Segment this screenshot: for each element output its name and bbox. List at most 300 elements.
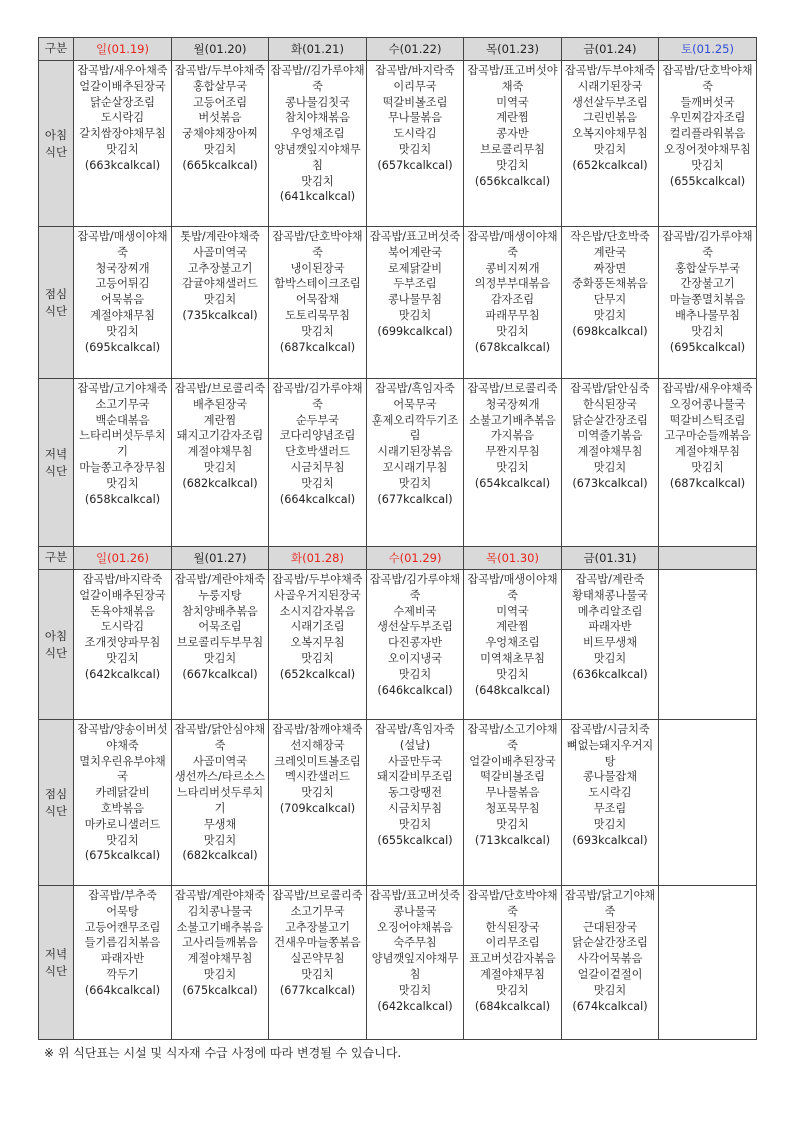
calorie-value: (641kcalkcal)	[279, 190, 356, 204]
menu-item: 무생채	[203, 817, 237, 831]
menu-item: 조개젓양파무침	[84, 636, 161, 650]
menu-item: 어묵잡채	[295, 293, 340, 307]
menu-item: 가지볶음	[490, 429, 535, 443]
menu-item: 마늘쫑고추장무침	[79, 460, 166, 474]
menu-item: 단호박샐러드	[285, 445, 350, 459]
day-header: 목(01.30)	[464, 547, 562, 570]
menu-item: 고등어조림	[192, 95, 248, 109]
menu-item: 파래자반	[100, 952, 145, 966]
menu-item: 맛김치	[398, 308, 432, 322]
calorie-value: (655kcalkcal)	[377, 833, 453, 847]
menu-item: 맛김치	[203, 293, 237, 307]
menu-item: 김치콩나물국	[187, 904, 253, 918]
menu-item: 맛김치	[301, 786, 334, 800]
menu-item: 뼈없는돼지우거지탕	[566, 738, 654, 768]
menu-item: 맛김치	[106, 833, 139, 847]
menu-item: 잡곡밥/흑임자죽(설날)	[375, 723, 455, 752]
category-header: 구분	[39, 547, 74, 570]
menu-item: 잡곡밥/계란야채죽	[174, 889, 266, 902]
menu-item: 잡곡밥/매생이야채죽	[77, 230, 168, 259]
menu-item: 얼갈이배추된장국	[79, 79, 166, 93]
meal-label-dinner	[39, 379, 74, 547]
menu-item: 계절야채무침	[480, 967, 545, 981]
menu-item: 어묵조림	[198, 620, 242, 634]
menu-item: 잡곡밥/두부야채죽	[174, 64, 266, 77]
menu-item: 떡갈비볼조림	[480, 770, 545, 784]
meal-label-text: 식단	[44, 645, 68, 660]
menu-cell	[464, 720, 562, 886]
calorie-value: (684kcalkcal)	[474, 999, 551, 1013]
menu-item: 잡곡밥/김가루야채죽	[662, 230, 753, 259]
menu-cell	[74, 886, 172, 1040]
menu-cell	[172, 379, 269, 547]
day-header: 일(01.26)	[74, 547, 172, 570]
menu-item: 잡곡밥/단호박야채죽	[272, 230, 363, 259]
menu-cell	[367, 227, 464, 379]
menu-item: 컬리플라워볶음	[669, 127, 746, 141]
menu-item: 사각어묵볶음	[577, 952, 643, 966]
meal-label-lunch	[39, 720, 74, 886]
menu-item: 고추장불고기	[285, 920, 350, 934]
menu-cell	[464, 61, 562, 227]
menu-cell	[562, 227, 659, 379]
menu-item: 도토리묵무침	[285, 308, 350, 322]
menu-item: 간장불고기	[680, 277, 735, 291]
menu-item: 어묵탕	[106, 904, 139, 918]
menu-cell	[562, 886, 659, 1040]
menu-item: 미역채초무침	[480, 651, 545, 665]
menu-item: 홍합살무국	[192, 79, 248, 93]
menu-item: 잡곡밥/브로콜리죽	[467, 382, 558, 395]
menu-item: 참치양배추볶음	[182, 604, 258, 618]
day-header: 목(01.23)	[464, 38, 562, 61]
menu-item: 잡곡밥/흑임자죽	[375, 382, 455, 395]
menu-item: 콩나물무침	[387, 293, 443, 307]
day-header: 수(01.29)	[367, 547, 464, 570]
calorie-value: (636kcalkcal)	[572, 667, 648, 681]
meal-label-breakfast	[39, 61, 74, 227]
menu-item: 맛김치	[398, 817, 432, 831]
menu-item: 맛김치	[593, 142, 627, 156]
menu-item: 어묵볶음	[100, 293, 145, 307]
meal-label-text: 저녁	[44, 946, 68, 961]
week2-header-row	[39, 547, 757, 570]
menu-item: 한식된장국	[485, 920, 540, 934]
day-header: 화(01.21)	[269, 38, 367, 61]
meal-label-text: 식단	[44, 144, 68, 159]
menu-cell	[269, 570, 367, 720]
menu-item: 잡곡밥/새우야채죽	[662, 382, 753, 395]
menu-item: 이리무국	[393, 79, 437, 93]
menu-item: 맛김치	[398, 667, 432, 681]
week1-header-row	[39, 38, 757, 61]
menu-item: 소고기무국	[290, 904, 345, 918]
menu-item: 수제비국	[393, 604, 437, 618]
menu-item: 오징어콩나물국	[669, 397, 746, 411]
menu-item: 잡곡밥/김가루야채죽	[272, 382, 363, 411]
meal-label-text: 저녁	[44, 446, 68, 461]
menu-cell	[172, 570, 269, 720]
menu-item: 돼지고기감자조림	[176, 429, 264, 443]
menu-item: 우엉채조림	[290, 127, 345, 141]
menu-item: 근대된장국	[582, 920, 638, 934]
day-header: 월(01.27)	[172, 547, 269, 570]
menu-item: 무조림	[593, 801, 627, 815]
meal-label-dinner	[39, 886, 74, 1040]
menu-item: 황태채콩나물국	[572, 588, 648, 602]
menu-item: 미역줄기볶음	[577, 429, 643, 443]
calorie-value: (682kcalkcal)	[182, 849, 258, 863]
menu-item: 맛김치	[691, 460, 724, 474]
menu-item: 느타리버섯두루치기	[79, 429, 166, 459]
menu-item: 맛김치	[496, 324, 529, 338]
day-header: 화(01.28)	[269, 547, 367, 570]
menu-cell	[269, 227, 367, 379]
menu-item: 잡곡밥/바지락죽	[375, 64, 455, 77]
menu-item: 훈제오리깍두기조림	[371, 413, 459, 443]
menu-cell	[269, 379, 367, 547]
menu-item: 도시락김	[393, 127, 437, 141]
menu-item: 맛김치	[203, 142, 237, 156]
menu-item: 실곤약무침	[290, 952, 345, 966]
menu-item: 맛김치	[106, 476, 139, 490]
menu-item: 참치야채볶음	[285, 111, 350, 125]
menu-item: 콩나물잡채	[582, 770, 638, 784]
menu-item: 잡곡밥/참깨야채죽	[272, 723, 363, 736]
menu-item: 동그랑땡전	[387, 786, 443, 800]
calorie-value: (695kcalkcal)	[669, 340, 746, 354]
calorie-value: (648kcalkcal)	[474, 683, 551, 697]
week2-dinner-row	[39, 886, 757, 1040]
menu-item: 맛김치	[301, 651, 334, 665]
menu-item: 청포묵무침	[485, 801, 540, 815]
menu-item: 잡곡밥/양송이버섯야채죽	[77, 723, 168, 752]
calorie-value: (664kcalkcal)	[84, 983, 161, 997]
menu-item: 소고기무국	[95, 397, 150, 411]
menu-item: 맛김치	[593, 308, 627, 322]
menu-item: 맛김치	[398, 983, 432, 997]
menu-item: 오복지무침	[290, 636, 345, 650]
menu-cell	[367, 886, 464, 1040]
day-header: 수(01.22)	[367, 38, 464, 61]
menu-item: 감귤야채샐러드	[182, 277, 258, 291]
menu-item: 로제닭갈비	[387, 261, 443, 275]
menu-item: 북어계란국	[387, 245, 443, 259]
menu-item: 맛김치	[301, 967, 334, 981]
menu-cell	[74, 720, 172, 886]
menu-item: 미역국	[496, 604, 529, 618]
menu-item: 맛김치	[496, 983, 529, 997]
menu-item: 사골미역국	[192, 754, 248, 768]
day-header: 월(01.20)	[172, 38, 269, 61]
menu-item: 잡곡밥/표고버섯죽	[369, 230, 461, 243]
menu-item: 브로콜리두부무침	[176, 636, 264, 650]
week1-breakfast-row	[39, 61, 757, 227]
calorie-value: (677kcalkcal)	[279, 983, 356, 997]
menu-item: 돼지갈비무조림	[377, 770, 453, 784]
menu-item: 파래자반	[588, 620, 632, 634]
menu-item: 맛김치	[593, 983, 627, 997]
menu-cell	[74, 227, 172, 379]
menu-item: 맛김치	[203, 967, 237, 981]
menu-item: 양념깻잎지야채무침	[274, 142, 361, 172]
calorie-value: (677kcalkcal)	[377, 492, 453, 506]
menu-item: 소시지감자볶음	[279, 604, 356, 618]
menu-cell	[464, 227, 562, 379]
menu-item: 콩나물김칫국	[285, 95, 350, 109]
menu-item: 사골만두국	[387, 754, 443, 768]
menu-item: 우엉채조림	[485, 636, 540, 650]
empty-cell	[659, 570, 757, 720]
menu-cell	[659, 227, 757, 379]
menu-cell	[74, 379, 172, 547]
menu-item: 두부조림	[393, 277, 437, 291]
menu-cell	[269, 61, 367, 227]
menu-cell	[659, 61, 757, 227]
meal-label-text: 아침	[44, 628, 68, 643]
menu-item: 잡곡밥/닭고기야채죽	[564, 889, 656, 918]
menu-item: 배추나물무침	[675, 308, 740, 322]
menu-item: 맛김치	[301, 324, 334, 338]
meal-label-lunch	[39, 227, 74, 379]
menu-item: 돈육야채볶음	[90, 604, 155, 618]
menu-item: 계란찜	[496, 620, 529, 634]
calorie-value: (652kcalkcal)	[279, 667, 356, 681]
menu-item: 잡곡밥/소고기야채죽	[467, 723, 558, 752]
menu-item: 맛김치	[106, 324, 139, 338]
menu-item: 메추리알조림	[577, 604, 643, 618]
menu-item: 깍두기	[106, 967, 139, 981]
menu-item: 잡곡밥/표고버섯죽	[369, 889, 461, 902]
menu-item: 무짠지무침	[485, 445, 540, 459]
menu-item: 맛김치	[496, 817, 529, 831]
menu-item: 다진콩자반	[387, 636, 443, 650]
menu-item: 사골미역국	[192, 245, 248, 259]
footnote: ※ 위 식단표는 시설 및 식자재 수급 사정에 따라 변경될 수 있습니다.	[44, 1046, 402, 1060]
menu-item: 계절야채무침	[187, 952, 253, 966]
day-header: 일(01.19)	[74, 38, 172, 61]
menu-item: 냉이된장국	[290, 261, 345, 275]
menu-item: 계란국	[593, 245, 627, 259]
menu-item: 잡곡밥/두부야채죽	[564, 64, 656, 77]
calorie-value: (674kcalkcal)	[572, 999, 648, 1013]
menu-item: 양념깻잎지야채무침	[371, 952, 459, 981]
menu-item: 브로콜리무침	[480, 142, 545, 156]
menu-item: 잡곡밥/부추죽	[88, 889, 157, 902]
calorie-value: (664kcalkcal)	[279, 492, 356, 506]
menu-item: 단무지	[593, 293, 627, 307]
calorie-value: (673kcalkcal)	[572, 476, 648, 490]
menu-item: 맛김치	[203, 460, 237, 474]
menu-item: 꼬시래기무침	[382, 460, 448, 474]
meal-label-text: 식단	[44, 963, 68, 978]
menu-item: 작은밥/단호박죽	[570, 230, 650, 243]
menu-cell	[172, 227, 269, 379]
menu-item: 콩자반	[496, 127, 529, 141]
menu-item: 맛김치	[203, 833, 237, 847]
menu-item: 잡곡밥/단호박야채죽	[662, 64, 753, 93]
meal-plan-table	[38, 37, 757, 1040]
menu-item: 닭순살간장조림	[572, 413, 648, 427]
calorie-value: (652kcalkcal)	[572, 158, 648, 172]
menu-item: 계절야채무침	[187, 445, 253, 459]
menu-cell	[367, 720, 464, 886]
menu-item: 잡곡밥/고기야채죽	[77, 382, 168, 395]
calorie-value: (687kcalkcal)	[669, 476, 746, 490]
menu-item: 잡곡밥/매생이야채죽	[467, 230, 558, 259]
meal-label-text: 점심	[44, 786, 68, 801]
menu-item: 잡곡밥/표고버섯야채죽	[467, 64, 558, 93]
menu-item: 계절야채무침	[90, 308, 155, 322]
calorie-value: (642kcalkcal)	[84, 667, 161, 681]
menu-cell	[659, 379, 757, 547]
menu-item: 갈치쌈장야채무침	[79, 127, 166, 141]
menu-item: 맛김치	[593, 460, 627, 474]
menu-cell	[74, 61, 172, 227]
menu-item: 잡곡밥/바지락죽	[82, 573, 163, 586]
menu-item: 잡곡밥/두부야채죽	[272, 573, 363, 586]
menu-item: 표고버섯감자볶음	[469, 952, 556, 966]
week2-lunch-row	[39, 720, 757, 886]
menu-item: 우민찌감자조림	[669, 111, 746, 125]
menu-item: 어묵무국	[393, 397, 437, 411]
menu-item: 시금치무침	[290, 460, 345, 474]
menu-item: 잡곡밥/새우아채죽	[77, 64, 168, 77]
calorie-value: (667kcalkcal)	[182, 667, 258, 681]
calorie-value: (657kcalkcal)	[377, 158, 453, 172]
category-header: 구분	[39, 38, 74, 61]
menu-item: 도시락김	[100, 111, 145, 125]
calorie-value: (658kcalkcal)	[84, 492, 161, 506]
menu-item: 맛김치	[496, 158, 529, 172]
menu-item: 얼갈이배추된장국	[79, 588, 166, 602]
menu-item: 크레잇미트볼조림	[274, 754, 361, 768]
calorie-value: (642kcalkcal)	[377, 999, 453, 1013]
menu-item: 계란찜	[203, 413, 237, 427]
calorie-value: (713kcalkcal)	[474, 833, 551, 847]
calorie-value: (655kcalkcal)	[669, 174, 746, 188]
menu-item: 건새우마늘쫑볶음	[274, 936, 361, 950]
menu-item: 잡곡밥/계란죽	[575, 573, 645, 586]
meal-plan-body	[39, 38, 757, 1040]
menu-item: 호박볶음	[100, 801, 145, 815]
menu-item: 시래기된장볶음	[377, 445, 453, 459]
menu-cell	[172, 886, 269, 1040]
menu-cell	[172, 61, 269, 227]
menu-item: 잡곡밥/닭안심죽	[570, 382, 650, 395]
calorie-value: (699kcalkcal)	[377, 324, 453, 338]
calorie-value: (687kcalkcal)	[279, 340, 356, 354]
menu-item: 의정부부대볶음	[474, 277, 551, 291]
menu-item: 무나물볶음	[387, 111, 443, 125]
menu-item: 느타리버섯두루치기	[176, 786, 264, 815]
meal-label-text: 식단	[44, 803, 68, 818]
empty-day-header	[659, 547, 757, 570]
calorie-value: (665kcalkcal)	[182, 158, 258, 172]
menu-item: 계절야채무침	[577, 445, 643, 459]
calorie-value: (656kcalkcal)	[474, 174, 551, 188]
menu-item: 맛김치	[593, 817, 627, 831]
menu-item: 숙주무침	[393, 936, 437, 950]
menu-item: 선지해장국	[290, 738, 345, 752]
menu-item: 들기름김치볶음	[84, 936, 161, 950]
menu-item: 누룽지탕	[198, 588, 242, 602]
menu-item: 들깨버섯국	[680, 95, 735, 109]
menu-item: 사골우거지된장국	[274, 588, 361, 602]
menu-item: 생선까스/타르소스	[174, 770, 266, 784]
menu-item: 잡곡밥/단호박야채죽	[467, 889, 558, 918]
menu-item: 도시락김	[588, 786, 632, 800]
meal-label-text: 점심	[44, 286, 68, 301]
menu-item: 고사리들깨볶음	[182, 936, 258, 950]
menu-cell	[562, 61, 659, 227]
menu-item: 잡곡밥/닭안심야채죽	[174, 723, 266, 752]
calorie-value: (735kcalkcal)	[182, 308, 258, 322]
menu-item: 잡곡밥/김가루야채죽	[369, 573, 461, 602]
menu-item: 멸치우린유부야채국	[79, 754, 166, 784]
calorie-value: (682kcalkcal)	[182, 476, 258, 490]
calorie-value: (698kcalkcal)	[572, 324, 648, 338]
calorie-value: (693kcalkcal)	[572, 833, 648, 847]
menu-item: 오징어젓야채무침	[664, 142, 751, 156]
menu-item: 궁채야채장아찌	[182, 127, 258, 141]
menu-item: 얼갈이배추된장국	[469, 754, 556, 768]
day-header: 금(01.24)	[562, 38, 659, 61]
menu-cell	[74, 570, 172, 720]
meal-label-text: 식단	[44, 463, 68, 478]
menu-item: 버섯볶음	[198, 111, 242, 125]
menu-item: 오이지냉국	[387, 651, 443, 665]
menu-item: 마카로니샐러드	[84, 817, 161, 831]
menu-item: 맛김치	[301, 174, 334, 188]
menu-item: 홍합살두부국	[675, 261, 740, 275]
menu-item: 카레닭갈비	[95, 786, 150, 800]
menu-item: 청국장찌개	[95, 261, 150, 275]
menu-item: 잡곡밥/계란야채죽	[174, 573, 266, 586]
menu-item: 시금치무침	[387, 801, 443, 815]
menu-item: 닭순살장조림	[90, 95, 155, 109]
week1-dinner-row	[39, 379, 757, 547]
menu-item: 비트무생채	[582, 636, 638, 650]
menu-cell	[464, 570, 562, 720]
menu-item: 맛김치	[398, 476, 432, 490]
calorie-value: (663kcalkcal)	[84, 158, 161, 172]
week1-lunch-row	[39, 227, 757, 379]
menu-item: 한식된장국	[582, 397, 638, 411]
calorie-value: (654kcalkcal)	[474, 476, 551, 490]
menu-item: 도시락김	[100, 620, 145, 634]
menu-item: 오징어야채볶음	[377, 920, 453, 934]
menu-item: 고등어튀김	[95, 277, 150, 291]
menu-cell	[562, 379, 659, 547]
menu-item: 맛김치	[496, 460, 529, 474]
menu-item: 소불고기배추볶음	[176, 920, 264, 934]
meal-label-breakfast	[39, 570, 74, 720]
menu-item: 오복지야채무침	[572, 127, 648, 141]
menu-item: 생선살두부조림	[377, 620, 453, 634]
menu-item: 잡곡밥/매생이야채죽	[467, 573, 558, 602]
menu-item: 시래기조림	[290, 620, 345, 634]
menu-item: 중화풍돈채볶음	[572, 277, 648, 291]
menu-item: 잡곡밥/브로콜리죽	[174, 382, 266, 395]
menu-cell	[269, 886, 367, 1040]
menu-cell	[562, 720, 659, 886]
menu-item: 이리무조림	[485, 936, 540, 950]
menu-item: 고추장불고기	[187, 261, 253, 275]
menu-item: 맛김치	[496, 667, 529, 681]
calorie-value: (695kcalkcal)	[84, 340, 161, 354]
day-header: 금(01.31)	[562, 547, 659, 570]
